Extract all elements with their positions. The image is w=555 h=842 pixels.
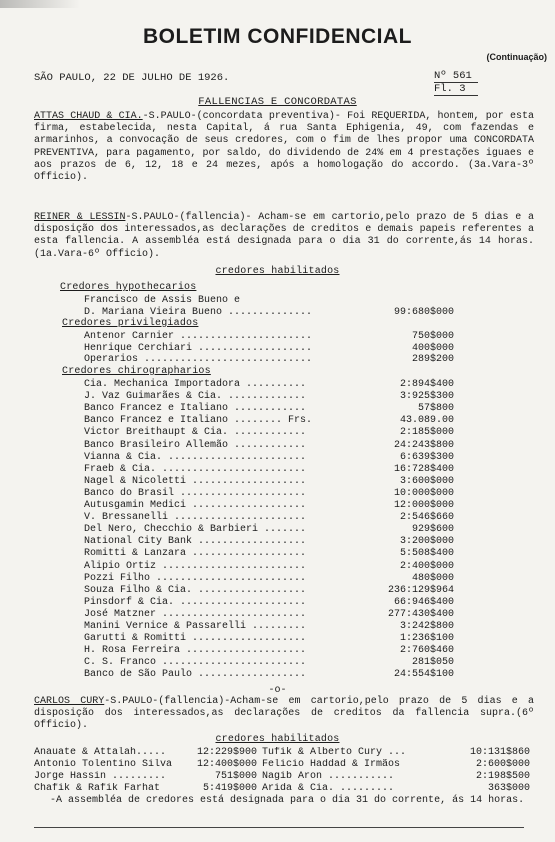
creditor-amount: 2:546$660 (399, 512, 454, 524)
creditor-row (84, 621, 454, 633)
dateline: SÃO PAULO, 22 DE JULHO DE 1926. (34, 72, 230, 84)
creditor-amount: 24:243$800 (393, 439, 454, 451)
creditor-name: D. Mariana Vieira Bueno .............. (84, 306, 313, 318)
creditor-name: Antonio Tolentino Silva (34, 759, 173, 770)
creditor-amount: 3:925$300 (399, 391, 454, 403)
creditor-amount: 1:236$100 (399, 633, 454, 645)
creditor-row (84, 536, 454, 548)
creditor-amount: 480$000 (411, 572, 454, 584)
hypothecarios-heading: Credores hypothecarios (60, 282, 197, 293)
creditor-row (84, 403, 454, 415)
creditor-row (84, 391, 454, 403)
creditor-row (84, 415, 454, 427)
creditor-name: Banco de São Paulo .................. (84, 669, 307, 681)
creditor-amount: 57$800 (417, 403, 454, 415)
creditor-amount: 5:508$400 (399, 548, 454, 560)
creditor-row (84, 500, 454, 512)
creditor-amount: 2:760$460 (399, 645, 454, 657)
creditor-amount: 12:400$000 (196, 759, 257, 770)
entry-lead: CARLOS CURY (34, 696, 105, 707)
creditor-row (84, 440, 454, 452)
creditor-row (84, 354, 454, 366)
creditor-amount: 2:894$400 (399, 379, 454, 390)
creditors-heading: credores habilitados (215, 266, 340, 277)
creditor-name: Alipio Ortiz ........................ (84, 560, 307, 572)
creditor-row (84, 512, 454, 524)
creditor-row (84, 645, 454, 657)
creditor-row (84, 609, 454, 621)
creditor-amount: 236:129$964 (387, 584, 454, 596)
privilegiados-heading: Credores privilegiados (62, 318, 199, 329)
bulletin-number: Nº 561 (434, 70, 478, 83)
creditor-amount: 2:198$500 (475, 771, 530, 782)
creditor-row (84, 427, 454, 439)
creditor-amount: 2:185$000 (399, 427, 454, 439)
creditor-row (84, 488, 454, 500)
creditor-name: Banco do Brasil ..................... (84, 487, 307, 499)
creditor-row (84, 585, 454, 597)
creditor-row (84, 669, 454, 681)
creditor-name: Fraeb & Cia. ........................ (84, 463, 307, 475)
bottom-divider (34, 827, 524, 828)
creditor-name: Tufik & Alberto Cury ... (262, 747, 407, 758)
creditor-amount: 43.089.00 (399, 415, 454, 427)
creditor-amount: 16:728$400 (393, 463, 454, 475)
creditor-row (84, 633, 454, 645)
creditor-name: Chafik & Rafik Farhat (34, 783, 161, 794)
creditor-name: Nagel & Nicoletti ................... (84, 475, 307, 487)
creditor-amount: 929$600 (411, 524, 454, 536)
creditor-row (84, 657, 454, 669)
page-smudge (0, 0, 80, 8)
creditor-name: Jorge Hassin ......... (34, 771, 167, 782)
creditor-name: Nagib Aron ........... (262, 771, 395, 782)
reference-box (434, 70, 478, 96)
entry-text: -S.PAULO-(fallencia)- Acham-se em cartorio,pelo prazo de 5 dias e a disposição dos interessados,as declarações de creditos e demais papeis referentes a esta fallencia. A assembléa está designada para o dia 31 do corrente,ás 14 horas.(1a.Vara-6º Officio). (34, 212, 534, 260)
creditor-row (84, 573, 454, 585)
entry-lead: ATTAS CHAUD & CIA. (34, 111, 143, 122)
creditor-name: National City Bank .................. (84, 536, 307, 548)
creditor-name: H. Rosa Ferreira .................... (84, 645, 307, 657)
entry-lead: REINER & LESSIN (34, 212, 126, 223)
creditor-amount: 66:946$400 (393, 596, 454, 608)
creditor-amount: 24:554$100 (393, 669, 454, 681)
creditor-amount: 5:419$000 (202, 783, 257, 794)
creditor-amount: 3:242$800 (399, 621, 454, 632)
creditor-name: Banco Brasileiro Allemão ............ (84, 439, 307, 451)
creditor-name: Antenor Carnier ...................... (84, 331, 313, 342)
creditor-name: Pozzi Filho ......................... (84, 572, 307, 584)
sheet-number: Fl. 3 (434, 83, 478, 96)
creditor-name: José Matzner ........................ (84, 608, 307, 620)
creditor-amount: 751$000 (214, 771, 257, 782)
creditor-amount: 3:200$000 (399, 536, 454, 548)
closing-note: -A assembléa de credores está designada para o dia 31 do corrente, ás 14 horas. (50, 795, 525, 806)
creditor-name: Francisco de Assis Bueno e (84, 295, 241, 306)
document-title: BOLETIM CONFIDENCIAL (143, 25, 412, 48)
creditor-name: Victor Breithaupt & Cia. ............ (84, 427, 307, 439)
creditor-amount: 2:600$000 (475, 759, 530, 770)
entry-text: -S.PAULO-(concordata preventiva)- Foi REQUERIDA, hontem, por esta firma, estabelecida, nesta Capital, á rua Santa Ephigenia, 49, com fazendas e armarinhos, a convocação de seus credores, com o fim de lhes propor uma CONCORDATA PREVENTIVA, para pagamento, por saldo, do dividendo de 24% em 4 prestações iguaes e aos prazos de 6, 12, 18 e 24 mezes, após a homologação do accordo. (3a.Vara-3º Officio). (34, 111, 534, 184)
creditor-name: Cia. Mechanica Importadora .......... (84, 379, 307, 390)
creditor-row (84, 548, 454, 560)
creditor-row (84, 597, 454, 609)
creditor-row (84, 561, 454, 573)
section-title: FALLENCIAS E CONCORDATAS (198, 96, 357, 108)
creditor-amount: 10:131$860 (469, 747, 530, 758)
creditor-name: Banco Francez e Italiano ............ (84, 403, 307, 415)
creditor-row (84, 452, 454, 464)
creditor-name: C. S. Franco ........................ (84, 657, 307, 669)
entry-text: -S.PAULO-(fallencia)-Acham-se em cartorio,pelo prazo de 5 dias e a disposição dos interessados,as declarações de creditos da fallencia supra.(6º Officio). (34, 696, 534, 732)
creditor-name: Felicio Haddad & Irmãos (262, 759, 401, 770)
creditor-amount: 12:229$900 (196, 747, 257, 758)
creditor-amount: 277:430$400 (387, 608, 454, 620)
creditor-row (84, 379, 454, 391)
creditor-amount: 6:639$300 (399, 451, 454, 463)
creditor-amount: 363$000 (487, 783, 530, 794)
creditor-amount: 99:680$000 (393, 306, 454, 318)
creditor-amount: 3:600$000 (399, 475, 454, 487)
creditor-name: Del Nero, Checchio & Barbieri ....... (84, 524, 307, 536)
chirographarios-heading: Credores chirographarios (62, 366, 211, 377)
creditor-name: Garutti & Romitti ................... (84, 633, 307, 645)
creditor-name: V. Bressanelli ...................... (84, 512, 307, 524)
creditor-row (84, 476, 454, 488)
creditor-name: Banco Francez e Italiano ........ Frs. (84, 415, 313, 427)
creditor-row (84, 295, 454, 307)
creditor-name: Anauate & Attalah..... (34, 747, 167, 758)
creditor-name: Autusgamin Medici ................... (84, 500, 307, 511)
entry-attas-chaud (34, 111, 534, 184)
creditor-amount: 2:400$000 (399, 560, 454, 572)
creditor-amount: 750$000 (411, 331, 454, 342)
creditor-name: Operarios ............................ (84, 354, 313, 365)
entry-reiner-lessin (34, 212, 534, 261)
separator: -o- (268, 685, 287, 696)
creditor-row (84, 524, 454, 536)
creditor-row (84, 343, 454, 355)
creditor-row (84, 464, 454, 476)
creditor-amount: 12:000$000 (393, 500, 454, 511)
creditors-heading-2: credores habilitados (215, 734, 340, 745)
creditor-name: Manini Vernice & Passarelli ......... (84, 621, 307, 632)
creditor-name: J. Vaz Guimarães & Cia. ............. (84, 391, 307, 403)
creditor-name: Souza Filho & Cia. .................. (84, 584, 307, 596)
creditor-amount: 281$050 (411, 657, 454, 669)
creditor-row (84, 331, 454, 343)
creditor-amount: 10:000$000 (393, 487, 454, 499)
creditor-amount: 400$000 (411, 342, 454, 354)
entry-carlos-cury (34, 696, 534, 733)
creditor-name: Vianna & Cia. ....................... (84, 451, 307, 463)
creditor-name: Pinsdorf & Cia. ..................... (84, 596, 307, 608)
creditor-row (84, 307, 454, 319)
creditor-name: Henrique Cerchiari ................... (84, 342, 313, 354)
continuation-label: (Continuação) (486, 52, 547, 62)
creditor-amount: 289$200 (411, 354, 454, 365)
creditor-name: Arida & Cia. ......... (262, 783, 395, 794)
creditor-name: Romitti & Lanzara ................... (84, 548, 307, 560)
